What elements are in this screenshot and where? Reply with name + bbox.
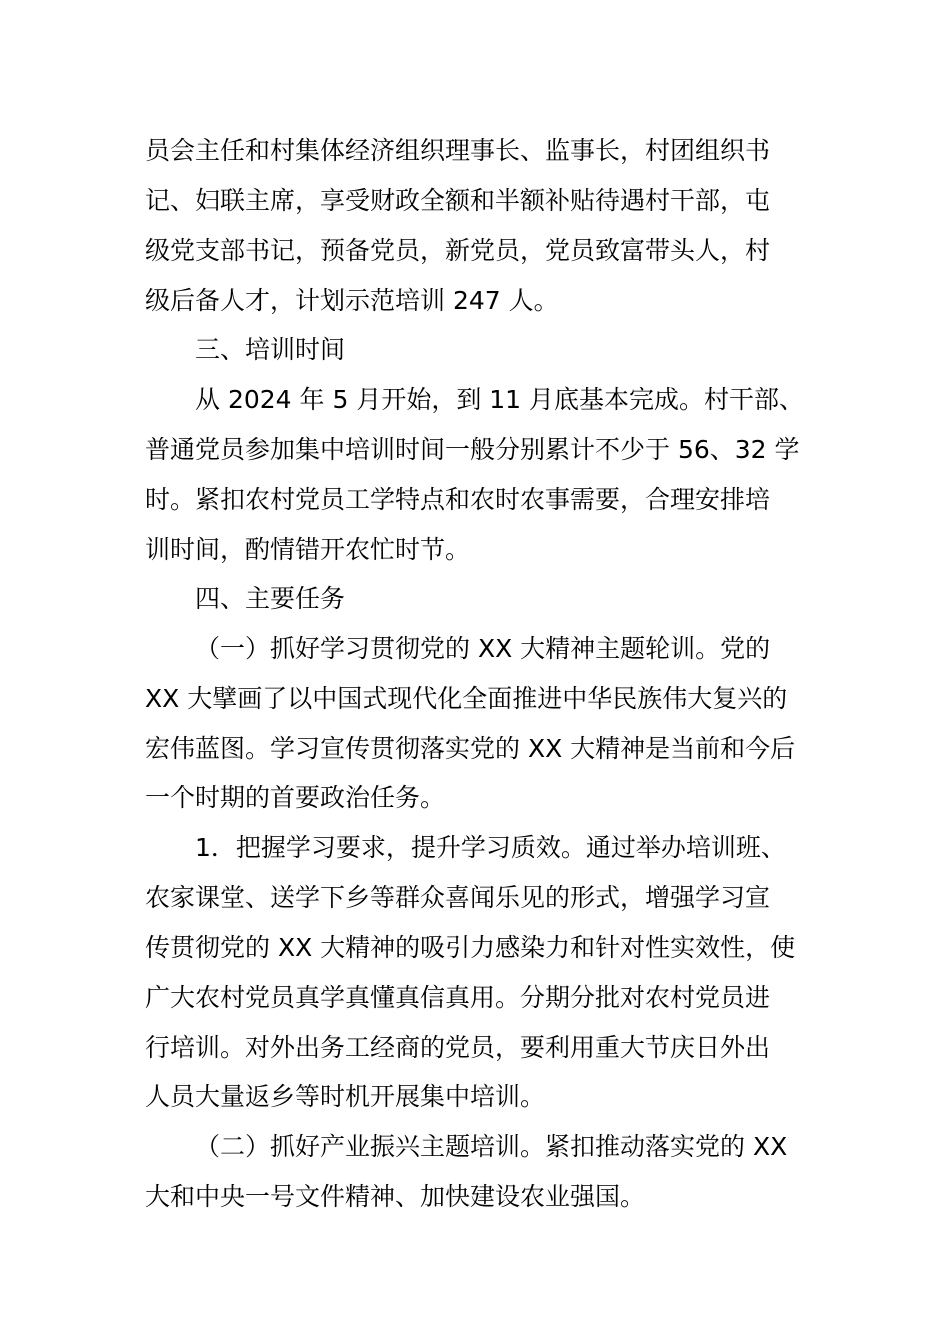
- text-line-22: 大和中央一号文件精神、加快建设农业强国。: [145, 1182, 646, 1211]
- text-line-18: 广大农村党员真学真懂真信真用。分期分批对农村党员进: [145, 983, 771, 1012]
- text-line-4: 级后备人才，计划示范培训 247 人。: [145, 286, 559, 315]
- text-line-12: XX 大擘画了以中国式现代化全面推进中华民族伟大复兴的: [145, 684, 788, 713]
- subsection-heading-2: （二）抓好产业振兴主题培训。紧扣推动落实党的 XX: [195, 1132, 788, 1161]
- text-line-6: 从 2024 年 5 月开始，到 11 月底基本完成。村干部、: [195, 385, 805, 414]
- text-line-7: 普通党员参加集中培训时间一般分别累计不少于 56、32 学: [145, 435, 800, 464]
- subsection-heading-1: （一）抓好学习贯彻党的 XX 大精神主题轮训。党的: [195, 634, 771, 663]
- text-line-9: 训时间，酌情错开农忙时节。: [145, 535, 471, 564]
- text-line-16: 农家课堂、送学下乡等群众喜闻乐见的形式，增强学习宣: [145, 883, 771, 912]
- text-line-1: 员会主任和村集体经济组织理事长、监事长，村团组织书: [145, 136, 771, 165]
- text-line-14: 一个时期的首要政治任务。: [145, 783, 446, 812]
- text-line-20: 人员大量返乡等时机开展集中培训。: [145, 1082, 546, 1111]
- item-heading-1: 1．把握学习要求，提升学习质效。通过举办培训班、: [195, 833, 786, 862]
- section-heading-training-time: 三、培训时间: [195, 335, 346, 364]
- text-line-17: 传贯彻党的 XX 大精神的吸引力感染力和针对性实效性，使: [145, 933, 796, 962]
- text-line-3: 级党支部书记，预备党员，新党员，党员致富带头人，村: [145, 236, 771, 265]
- section-heading-main-tasks: 四、主要任务: [195, 584, 346, 613]
- text-line-19: 行培训。对外出务工经商的党员，要利用重大节庆日外出: [145, 1033, 771, 1062]
- text-line-13: 宏伟蓝图。学习宣传贯彻落实党的 XX 大精神是当前和今后: [145, 734, 796, 763]
- text-line-2: 记、妇联主席，享受财政全额和半额补贴待遇村干部，屯: [145, 186, 771, 215]
- text-line-8: 时。紧扣农村党员工学特点和农时农事需要，合理安排培: [145, 485, 771, 514]
